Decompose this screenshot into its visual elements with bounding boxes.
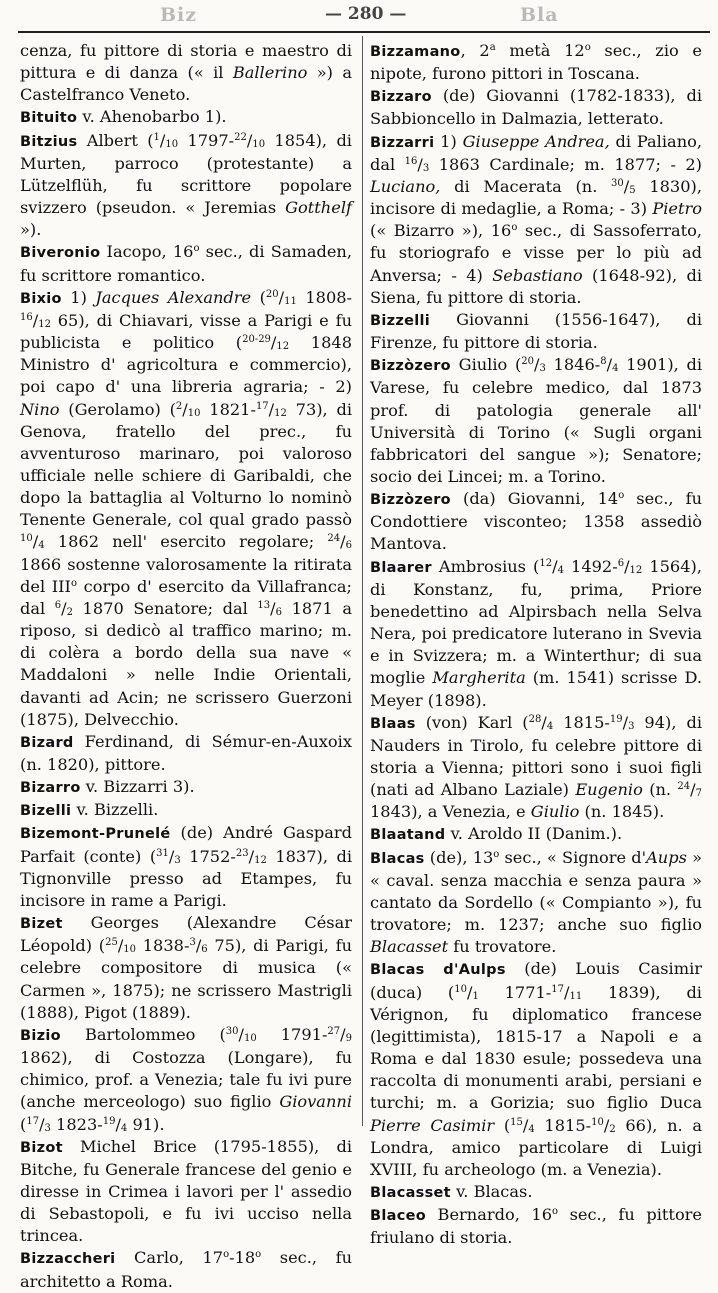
headword: Bizarro — [20, 780, 81, 797]
headword: Blaceo — [370, 1208, 426, 1225]
entry-bizzaccheri: Bizzaccheri Carlo, 17$^o$-18$^o$ sec., fu architetto a Roma. — [20, 1248, 353, 1291]
entry-bitzius: Bitzius Albert ($^1$/10 1797-$^{22}$/10 1854), di Murten, parroco (protestante) a Lützelflüh, fu scrittore popolare svizzero (pseudon. « Jeremias Gotthelf »). — [20, 130, 352, 240]
headword: Bizio — [20, 1027, 61, 1044]
headword: Blaas — [370, 715, 416, 732]
headword: Blacas — [370, 850, 425, 867]
headword: Blaatand — [370, 827, 446, 844]
running-head-left: Biz — [160, 4, 198, 26]
entry-biveronio: Biveronio Iacopo, 16$^o$ sec., di Samaden, fu scrittore romantico. — [20, 242, 352, 285]
entry-blaatand: Blaatand v. Aroldo II (Danim.). — [370, 824, 623, 844]
headword: Bizemont-Prunelé — [20, 826, 171, 843]
headword: Bixio — [20, 290, 62, 307]
headword: Bizzaccheri — [20, 1251, 116, 1268]
header-rule — [18, 31, 710, 33]
entry-blaarer: Blaarer Ambrosius ($^{12}$/4 1492-$^6$/12 1564), di Konstanz, fu, prima, Priore benedettino ad Alpirsbach nella Selva Nera, poi predicatore luterano in Svevia e in Svizzera; m. a Winterthur; di sua moglie Margherita (m. 1541) scrisse D. Meyer (1898). — [370, 556, 702, 710]
right-column — [370, 40, 702, 1249]
headword: Bizet — [20, 916, 63, 933]
entry-blaas: Blaas (von) Karl ($^{28}$/4 1815-$^{19}$/3 94), di Nauders in Tirolo, fu celebre pittore di storia a Vienna; pittori sono i suoi figli (nati ad Albano Laziale) Eugenio (n. $^{24}$/7 1843), a Venezia, e Giulio (n. 1845). — [370, 712, 703, 822]
headword: Bizzarri — [370, 134, 435, 151]
entry-blaceo: Blaceo Bernardo, 16$^o$ sec., fu pittore friulano di storia. — [370, 1205, 703, 1248]
page-header — [0, 0, 718, 34]
entry-bizzelli: Bizzelli Giovanni (1556-1647), di Firenze, fu pittore di storia. — [370, 309, 702, 353]
headword: Bizzòzero — [370, 492, 451, 509]
headword: Biveronio — [20, 245, 101, 262]
entry-blacasset: Blacasset v. Blacas. — [370, 1181, 533, 1201]
column-separator — [362, 36, 363, 1126]
entry-bizio: Bizio Bartolommeo ($^{30}$/10 1791-$^{27}$/9 1862), di Costozza (Longare), fu chimico, prof. a Venezia; tale fu ivi pure (anche merceologo) suo figlio Giovanni ($^{17}$/3 1823-$^{19}$/4 91). — [20, 1024, 352, 1134]
entry-bizzozero-giulio: Bizzòzero Giulio ($^{20}$/3 1846-$^8$/4 1901), di Varese, fu celebre medico, dal 1873 prof. di patologia generale all' Università di Torino (« Sugli organi fabbricatori del sangue »); Senatore; socio dei Lincei; m. a Torino. — [370, 355, 702, 486]
headword: Bizot — [20, 1139, 63, 1156]
entry-bizot: Bizot Michel Brice (1795-1855), di Bitche, fu Generale francese del genio e diresse in Crimea i lavori per l' assedio di Sebastopoli, e fu ivi ucciso nella trincea. — [20, 1136, 352, 1246]
entry-continuation: cenza, fu pittore di storia e maestro di pittura e di danza (« il Ballerino ») a Castelfranco Veneto. — [20, 41, 352, 105]
entry-bizard: Bizard Ferdinand, di Sémur-en-Auxoix (n. 1820), pittore. — [20, 731, 352, 774]
headword: Bizzamano — [370, 44, 461, 60]
headword: Blaarer — [370, 559, 432, 576]
entry-bizet: Bizet Georges (Alexandre César Léopold) ($^{25}$/10 1838-$^3$/6 75), di Parigi, fu celebre compositore di musica (« Carmen », 1875); ne scrissero Mastrigli (1888), Pigot (1889). — [20, 913, 353, 1022]
headword: Bitzius — [20, 133, 78, 150]
entry-bizzarri: Bizzarri 1) Giuseppe Andrea, di Paliano, dal $^{16}$/3 1863 Cardinale; m. 1877; - 2) Luciano, di Macerata (n. $^{30}$/5 1830), incisore di medaglie, a Roma; - 3) Pietro (« Bizarro »), 16$^o$ sec., di Sassoferrato, fu storiografo e visse per lo più ad Anversa; - 4) Sebastiano (1648-92), di Siena, fu pittore di storia. — [370, 131, 703, 307]
entry-bizemont-prunele: Bizemont-Prunelé (de) André Gaspard Parfait (conte) ($^{31}$/3 1752-$^{23}$/12 1837), di Tignonville presso ad Etampes, fu incisore in rame a Parigi. — [20, 823, 353, 910]
entry-bizarro: Bizarro v. Bizzarri 3). — [20, 777, 195, 797]
entry-bizzamano: Bizzamano, 2$^a$ metà 12$^o$ sec., zio e nipote, furono pittori in Toscana. — [370, 41, 703, 84]
running-head-right: Bla — [520, 4, 559, 26]
headword: Bizard — [20, 734, 74, 751]
headword: Bizzòzero — [370, 358, 451, 375]
headword: Bituito — [20, 110, 78, 127]
entry-bituito: Bituito v. Ahenobarbo 1). — [20, 107, 227, 127]
entry-blacas: Blacas (de), 13$^o$ sec., « Signore d'Aups » « caval. senza macchia e senza paura » cantato da Sordello (« Compianto »), fu trovatore; m. 1237; anche suo figlio Blacasset fu trovatore. — [370, 847, 702, 957]
entry-bixio: Bixio 1) Jacques Alexandre ($^{20}$/11 1808-$^{16}$/12 65), di Chiavari, visse a Parigi e fu publicista e politico ($^{20-29}$/12 1848 Ministro d' agricoltura e commercio), poi capo d' una libreria agraria; - 2) Nino (Gerolamo) ($^2$/10 1821-$^{17}$/12 73), di Genova, fratello del prec., fu avventuroso marinaro, poi valoroso ufficiale nelle schiere di Garibaldi, che dopo la battaglia al Volturno lo nominò Tenente Generale, col qual grado passò $^{10}$/4 1862 nell' esercito regolare; $^{24}$/6 1866 sostenne valorosamente la ritirata del III$^o$ corpo d' esercito da Villafranca; dal $^6$/2 1870 Senatore; dal $^{13}$/6 1871 a riposo, si dedicò al traffico marino; m. di colèra a bordo della sua nave « Maddaloni » nelle Indie Orientali, davanti ad Acin; ne scrissero Guerzoni (1875), Delvecchio. — [20, 287, 353, 729]
headword: Bizzaro — [370, 89, 432, 106]
entry-bizzaro: Bizzaro (de) Giovanni (1782-1833), di Sabbioncello in Dalmazia, letterato. — [370, 86, 702, 129]
page-number: — 280 — — [325, 4, 407, 24]
headword: Blacasset — [370, 1184, 451, 1201]
headword: Blacas d'Aulps — [370, 962, 506, 979]
headword: Bizzelli — [370, 312, 431, 329]
entry-bizzozero-giovanni: Bizzòzero (da) Giovanni, 14$^o$ sec., fu Condottiere visconteo; 1358 assediò Mantova. — [370, 489, 702, 554]
headword: Bizelli — [20, 803, 72, 820]
entry-blacas-daulps: Blacas d'Aulps (de) Louis Casimir (duca) ($^{10}$/1 1771-$^{17}$/11 1839), di Vérignon, fu diplomatico francese (legittimista), 1815-17 a Napoli e a Roma e dal 1830 esule; possedeva una raccolta di monumenti arabi, persiani e turchi; m. a Gorizia; suo figlio Duca Pierre Casimir ($^{15}$/4 1815-$^{10}$/2 66), n. a Londra, amico particolare di Luigi XVIII, fu archeologo (m. a Venezia). — [370, 959, 703, 1179]
entry-bizelli: Bizelli v. Bizzelli. — [20, 800, 159, 820]
left-column — [20, 40, 352, 1293]
